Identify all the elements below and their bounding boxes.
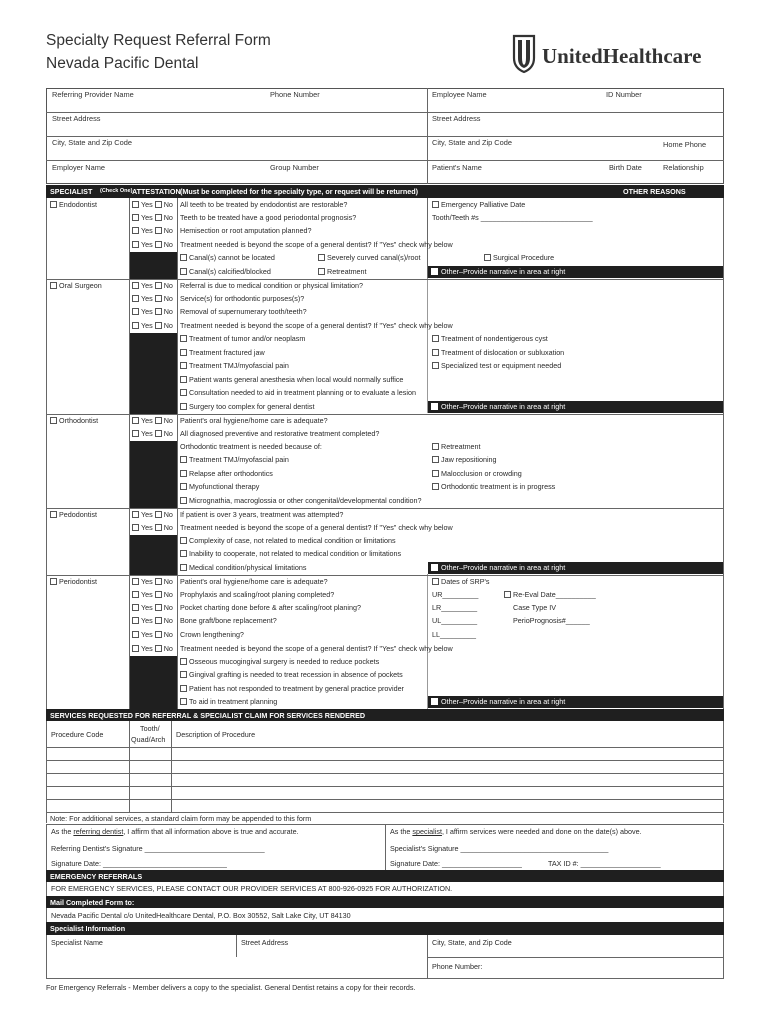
emergency-text: FOR EMERGENCY SERVICES, PLEASE CONTACT OUR PROVIDER SERVICES AT 800-926-0925 FOR AUTHORIZATION. — [51, 884, 453, 893]
specialist-street-field[interactable]: Street Address — [241, 938, 289, 947]
check-one-note: (Check One) — [100, 188, 133, 194]
perio-dates-srp[interactable]: Dates of SRP's — [432, 578, 490, 585]
pedo-other-narrative[interactable]: Other–Provide narrative in area at right — [428, 562, 723, 574]
provider-street-field[interactable]: Street Address — [52, 114, 101, 123]
pedo-item-inability[interactable]: Inability to cooperate, not related to medical condition or limitations — [180, 550, 401, 557]
attestation-col-header: ATTESTATION — [132, 187, 181, 196]
oral-question-1: Referral is due to medical condition or physical limitation? — [180, 281, 363, 290]
footer-note: For Emergency Referrals - Member delivers a copy to the specialist. General Dentist retains a copy for their records. — [46, 983, 416, 992]
perio-case-type[interactable]: Case Type IV — [513, 603, 557, 612]
ortho-q1-yes-no[interactable]: Yes No — [132, 417, 173, 424]
periodontist-checkbox[interactable]: Periodontist — [50, 578, 97, 585]
endo-question-2: Teeth to be treated have a good periodontal prognosis? — [180, 213, 357, 222]
mail-address: Nevada Pacific Dental c/o UnitedHealthcare Dental, P.O. Box 30552, Salt Lake City, UT 84130 — [51, 911, 351, 920]
specialist-phone-field[interactable]: Phone Number: — [432, 962, 483, 971]
perio-q6-yes-no[interactable]: Yes No — [132, 645, 173, 652]
oral-item-tmj[interactable]: Treatment TMJ/myofascial pain — [180, 362, 289, 369]
pedo-item-complexity[interactable]: Complexity of case, not related to medical condition or limitations — [180, 537, 396, 544]
tax-id-field[interactable]: TAX ID #: ____________________ — [548, 859, 661, 868]
oral-q4-yes-no[interactable]: Yes No — [132, 322, 173, 329]
perio-ll[interactable]: LL_________ — [432, 630, 476, 639]
ortho-because: Orthodontic treatment is needed because of: — [180, 442, 322, 451]
relationship-field[interactable]: Relationship — [663, 163, 704, 172]
endo-q2-yes-no[interactable]: Yes No — [132, 214, 173, 221]
additional-services-note: Note: For additional services, a standard claim form may be appended to this form — [50, 814, 312, 823]
ortho-q2-yes-no[interactable]: Yes No — [132, 430, 173, 437]
oral-item-consultation[interactable]: Consultation needed to aid in treatment planning or to evaluate a lesion — [180, 389, 416, 396]
attestation-note: (Must be completed for the specialty type, or request will be returned) — [180, 187, 419, 196]
endo-why-canal-calcified[interactable]: Canal(s) calcified/blocked — [180, 268, 271, 275]
endo-q1-yes-no[interactable]: Yes No — [132, 201, 173, 208]
perio-item-treatment-planning[interactable]: To aid in treatment planning — [180, 698, 277, 705]
referring-dentist-signature[interactable]: Referring Dentist's Signature ______________________________ — [51, 844, 265, 853]
perio-item-gingival[interactable]: Gingival grafting is needed to treat recession in absence of pockets — [180, 671, 403, 678]
endo-why-canal-located[interactable]: Canal(s) cannot be located — [180, 254, 275, 261]
specialist-city-field[interactable]: City, State, and Zip Code — [432, 938, 512, 947]
oral-question-3: Removal of supernumerary tooth/teeth? — [180, 307, 307, 316]
endo-other-narrative[interactable]: Other–Provide narrative in area at right — [428, 266, 723, 278]
endodontist-checkbox[interactable]: Endodontist — [50, 201, 97, 208]
perio-question-2: Prophylaxis and scaling/root planing completed? — [180, 590, 335, 599]
other-reasons-header: OTHER REASONS — [623, 187, 686, 196]
shield-icon — [512, 34, 536, 74]
endo-why-retreatment[interactable]: Retreatment — [318, 268, 367, 275]
ortho-item-retreatment[interactable]: Retreatment — [432, 443, 481, 450]
ortho-item-myofunctional[interactable]: Myofunctional therapy — [180, 483, 259, 490]
birth-date-field[interactable]: Birth Date — [609, 163, 642, 172]
employer-name-field[interactable]: Employer Name — [52, 163, 105, 172]
pedo-q1-yes-no[interactable]: Yes No — [132, 511, 173, 518]
oral-item-cyst[interactable]: Treatment of nondentigerous cyst — [432, 335, 548, 342]
ortho-item-micrognathia[interactable]: Micrognathia, macroglossia or other congenital/developmental condition? — [180, 497, 422, 504]
endo-q3-yes-no[interactable]: Yes No — [132, 227, 173, 234]
pedo-why-question: Treatment needed is beyond the scope of a general dentist? If "Yes" check why below — [180, 523, 453, 532]
perio-prognosis[interactable]: PerioPrognosis#______ — [513, 616, 590, 625]
endo-q4-yes-no[interactable]: Yes No — [132, 241, 173, 248]
attestation-header — [46, 185, 724, 198]
perio-item-not-responded[interactable]: Patient has not responded to treatment by general practice provider — [180, 685, 404, 692]
oral-surgeon-checkbox[interactable]: Oral Surgeon — [50, 282, 102, 289]
mail-header: Mail Completed Form to: — [46, 896, 724, 908]
description-header: Description of Procedure — [176, 730, 256, 739]
pedo-item-medical[interactable]: Medical condition/physical limitations — [180, 564, 306, 571]
referring-signature-date[interactable]: Signature Date: _______________________________ — [51, 859, 227, 868]
perio-question-3: Pocket charting done before & after scaling/root planing? — [180, 603, 362, 612]
specialist-signature[interactable]: Specialist's Signature _____________________________________ — [390, 844, 609, 853]
oral-q3-yes-no[interactable]: Yes No — [132, 308, 173, 315]
oral-q1-yes-no[interactable]: Yes No — [132, 282, 173, 289]
oral-question-2: Service(s) for orthodontic purposes(s)? — [180, 294, 305, 303]
endo-why-curved-canal[interactable]: Severely curved canal(s)/root — [318, 254, 420, 261]
ortho-item-jaw[interactable]: Jaw repositioning — [432, 456, 497, 463]
phone-number-field[interactable]: Phone Number — [270, 90, 320, 99]
perio-q2-yes-no[interactable]: Yes No — [132, 591, 173, 598]
tooth-header: Tooth/ — [140, 724, 160, 733]
specialist-col-header: SPECIALIST — [50, 187, 93, 196]
endo-question-3: Hemisection or root amputation planned? — [180, 226, 312, 235]
pedodontist-checkbox[interactable]: Pedodontist — [50, 511, 97, 518]
oral-item-fractured-jaw[interactable]: Treatment fractured jaw — [180, 349, 265, 356]
perio-question-4: Bone graft/bone replacement? — [180, 616, 277, 625]
ortho-item-relapse[interactable]: Relapse after orthodontics — [180, 470, 273, 477]
perio-q1-yes-no[interactable]: Yes No — [132, 578, 173, 585]
provider-city-field[interactable]: City, State and Zip Code — [52, 138, 132, 147]
oral-other-narrative[interactable]: Other–Provide narrative in area at right — [428, 401, 723, 413]
oral-item-specialized-test[interactable]: Specialized test or equipment needed — [432, 362, 561, 369]
perio-question-1: Patient's oral hygiene/home care is adequate? — [180, 577, 328, 586]
ortho-item-tmj[interactable]: Treatment TMJ/myofascial pain — [180, 456, 289, 463]
quad-arch-header: Quad/Arch — [131, 735, 166, 744]
endo-why-question: Treatment needed is beyond the scope of a general dentist? If "Yes" check why below — [180, 240, 453, 249]
perio-q3-yes-no[interactable]: Yes No — [132, 604, 173, 611]
tooth-teeth-numbers[interactable]: Tooth/Teeth #s ____________________________ — [432, 213, 593, 222]
form-subtitle: Nevada Pacific Dental — [46, 55, 199, 72]
ortho-question-2: All diagnosed preventive and restorative treatment completed? — [180, 429, 380, 438]
orthodontist-checkbox[interactable]: Orthodontist — [50, 417, 98, 424]
perio-q5-yes-no[interactable]: Yes No — [132, 631, 173, 638]
perio-ul[interactable]: UL_________ — [432, 616, 478, 625]
oral-item-tumor[interactable]: Treatment of tumor and/or neoplasm — [180, 335, 305, 342]
referring-provider-name-field[interactable]: Referring Provider Name — [52, 90, 134, 99]
group-number-field[interactable]: Group Number — [270, 163, 319, 172]
emergency-palliative-date[interactable]: Emergency Palliative Date — [432, 201, 525, 208]
patient-street-field[interactable]: Street Address — [432, 114, 481, 123]
emergency-header: EMERGENCY REFERRALS — [46, 870, 724, 882]
oral-item-dislocation[interactable]: Treatment of dislocation or subluxation — [432, 349, 564, 356]
perio-why-question: Treatment needed is beyond the scope of a general dentist? If "Yes" check why below — [180, 644, 453, 653]
oral-why-question: Treatment needed is beyond the scope of a general dentist? If "Yes" check why below — [180, 321, 453, 330]
pedo-question-1: If patient is over 3 years, treatment was attempted? — [180, 510, 344, 519]
perio-item-osseous[interactable]: Osseous mucogingival surgery is needed to reduce pockets — [180, 658, 379, 665]
specialist-affirmation: As the specialist, I affirm services were needed and done on the date(s) above. — [390, 827, 642, 836]
id-number-field[interactable]: ID Number — [606, 90, 642, 99]
perio-q4-yes-no[interactable]: Yes No — [132, 617, 173, 624]
perio-lr[interactable]: LR_________ — [432, 603, 478, 612]
perio-re-eval-date[interactable]: Re-Eval Date__________ — [504, 591, 596, 598]
home-phone-field[interactable]: Home Phone — [663, 140, 707, 149]
ortho-item-malocclusion[interactable]: Malocclusion or crowding — [432, 470, 522, 477]
ortho-item-in-progress[interactable]: Orthodontic treatment is in progress — [432, 483, 555, 490]
perio-other-narrative[interactable]: Other–Provide narrative in area at right — [428, 696, 723, 708]
pedo-q2-yes-no[interactable]: Yes No — [132, 524, 173, 531]
referring-dentist-affirmation: As the referring dentist, I affirm that all information above is true and accurate. — [51, 827, 299, 836]
endo-why-surgical[interactable]: Surgical Procedure — [484, 254, 554, 261]
patient-city-field[interactable]: City, State and Zip Code — [432, 138, 512, 147]
services-header: SERVICES REQUESTED FOR REFERRAL & SPECIALIST CLAIM FOR SERVICES RENDERED — [46, 709, 724, 721]
employee-name-field[interactable]: Employee Name — [432, 90, 487, 99]
form-title: Specialty Request Referral Form — [46, 32, 271, 49]
specialist-signature-date[interactable]: Signature Date: ____________________ — [390, 859, 522, 868]
oral-q2-yes-no[interactable]: Yes No — [132, 295, 173, 302]
specialist-name-field[interactable]: Specialist Name — [51, 938, 103, 947]
oral-item-anesthesia[interactable]: Patient wants general anesthesia when local would normally suffice — [180, 376, 403, 383]
procedure-code-header: Procedure Code — [51, 730, 104, 739]
patient-name-field[interactable]: Patient's Name — [432, 163, 482, 172]
perio-ur[interactable]: UR_________ — [432, 590, 479, 599]
specialist-info-header: Specialist Information — [46, 922, 724, 935]
perio-question-5: Crown lengthening? — [180, 630, 244, 639]
endo-question-1: All teeth to be treated by endodontist are restorable? — [180, 200, 348, 209]
ortho-question-1: Patient's oral hygiene/home care is adequate? — [180, 416, 328, 425]
oral-item-too-complex[interactable]: Surgery too complex for general dentist — [180, 403, 314, 410]
brand-name: UnitedHealthcare — [542, 44, 702, 68]
